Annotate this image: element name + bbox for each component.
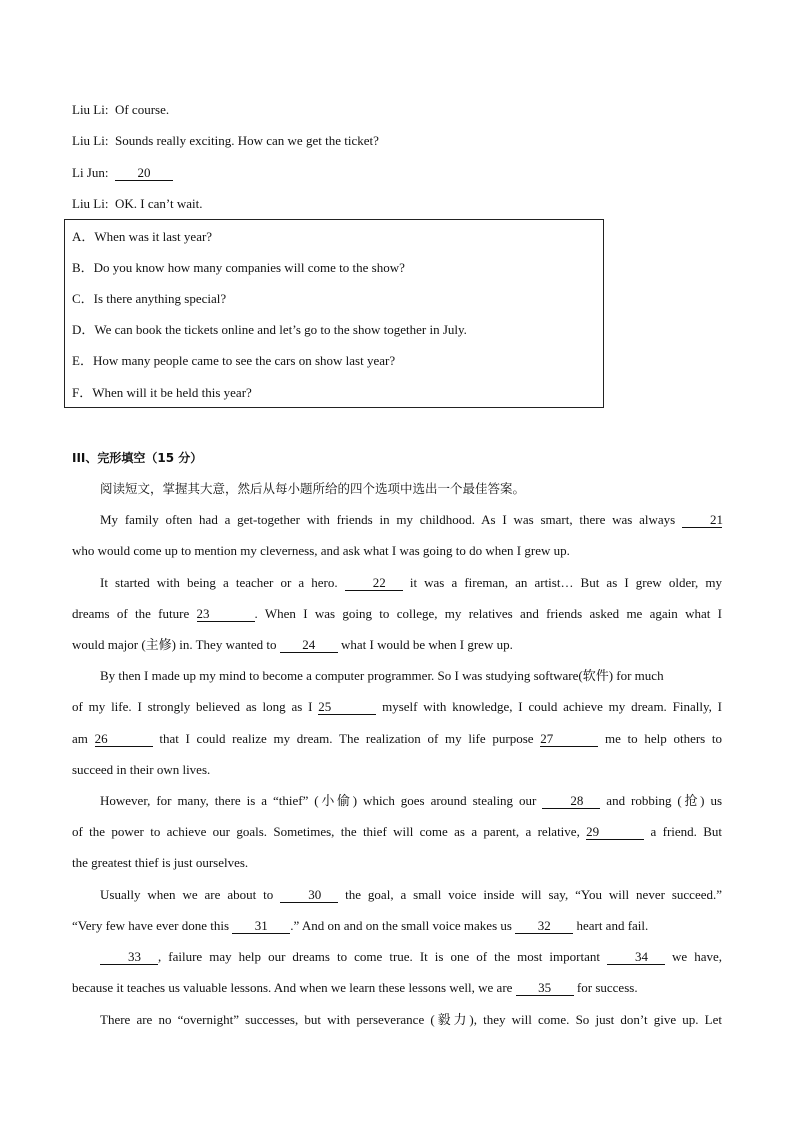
answer-blank: 22 — [345, 576, 403, 591]
answer-blank: 20 — [115, 166, 173, 181]
passage-line-5: would major (主修) in. They wanted to 24 what I would be when I grew up. — [72, 637, 513, 652]
dialogue-line-3 — [72, 165, 173, 181]
passage-line-4: dreams of the future 23 . When I was going to college, my relatives and friends asked me again what I — [72, 606, 723, 621]
dialogue-line-4 — [72, 196, 202, 212]
answer-blank: 35 — [516, 981, 574, 996]
answer-blank: 34 — [607, 950, 665, 965]
option-f: F．When will it be held this year? — [72, 385, 252, 400]
dialogue-line-2 — [72, 133, 379, 149]
answer-blank: 26 — [95, 732, 153, 747]
passage-line-12: the greatest thief is just ourselves. — [72, 855, 249, 870]
answer-blank: 23 — [197, 607, 255, 622]
speaker: Liu Li: — [72, 196, 109, 211]
passage-line-16: because it teaches us valuable lessons. And when we learn these lessons well, we are 35 for success. — [72, 980, 638, 995]
speaker: Liu Li: — [72, 133, 109, 148]
utterance: OK. I can’t wait. — [114, 196, 203, 211]
option-e: E．How many people came to see the cars on show last year? — [72, 353, 396, 368]
answer-blank: 29 — [586, 825, 644, 840]
passage-line-2: who would come up to mention my cleverness, and ask what I was going to do when I grew up. — [72, 543, 570, 558]
passage-line-9: succeed in their own lives. — [72, 762, 211, 777]
speaker: Liu Li: — [72, 102, 109, 117]
options-box — [64, 219, 604, 408]
answer-blank: 32 — [515, 919, 573, 934]
passage-line-14: “Very few have ever done this 31 .” And on and on the small voice makes us 32 heart and fail. — [72, 918, 649, 933]
answer-blank: 31 — [232, 919, 290, 934]
passage-line-15: 33 , failure may help our dreams to come true. It is one of the most important 34 we have, — [72, 949, 722, 965]
passage-line-1: My family often had a get-together with friends in my childhood. As I was smart, there was always 21 — [100, 512, 723, 527]
passage-line-13: Usually when we are about to 30 the goal, a small voice inside will say, “You will never succeed.” — [100, 887, 723, 902]
passage-line-7: of my life. I strongly believed as long as I 25 myself with knowledge, I could achieve my dream. Finally, I — [72, 699, 723, 714]
answer-blank: 25 — [318, 700, 376, 715]
option-a: A．When was it last year? — [72, 229, 213, 244]
passage-line-6: By then I made up my mind to become a computer programmer. So I was studying software(软件) for much — [100, 668, 664, 683]
section-instruction: 阅读短文，掌握其大意，然后从每小题所给的四个选项中选出一个最佳答案。 — [100, 481, 526, 496]
answer-blank: 28 — [542, 794, 600, 809]
answer-blank: 33 — [100, 950, 158, 965]
option-b: B．Do you know how many companies will come to the show? — [72, 260, 405, 275]
answer-blank: 27 — [540, 732, 598, 747]
utterance: Of course. — [114, 102, 170, 117]
answer-blank: 24 — [280, 638, 338, 653]
passage-line-10: However, for many, there is a “thief” (小偷) which goes around stealing our 28 and robbing (抢) us — [100, 793, 723, 808]
answer-blank: 30 — [280, 888, 338, 903]
answer-blank: 21 — [682, 513, 722, 528]
dialogue-line-1 — [72, 102, 169, 118]
passage-line-17: There are no “overnight” successes, but with perseverance (毅力), they will come. So just don’t give up. Let — [100, 1012, 722, 1027]
option-c: C．Is there anything special? — [72, 291, 227, 306]
speaker: Li Jun: — [72, 165, 109, 180]
utterance: Sounds really exciting. How can we get the ticket? — [114, 133, 379, 148]
option-d: D．We can book the tickets online and let’s go to the show together in July. — [72, 322, 467, 337]
passage-line-3: It started with being a teacher or a hero. 22 it was a fireman, an artist… But as I grew older, my — [100, 575, 723, 590]
passage-line-11: of the power to achieve our goals. Sometimes, the thief will come as a parent, a relative, 29 a friend. But — [72, 824, 723, 839]
passage-line-8: am 26 that I could realize my dream. The realization of my life purpose 27 me to help others to — [72, 731, 723, 746]
section-title: III、完形填空（15 分） — [72, 451, 203, 465]
